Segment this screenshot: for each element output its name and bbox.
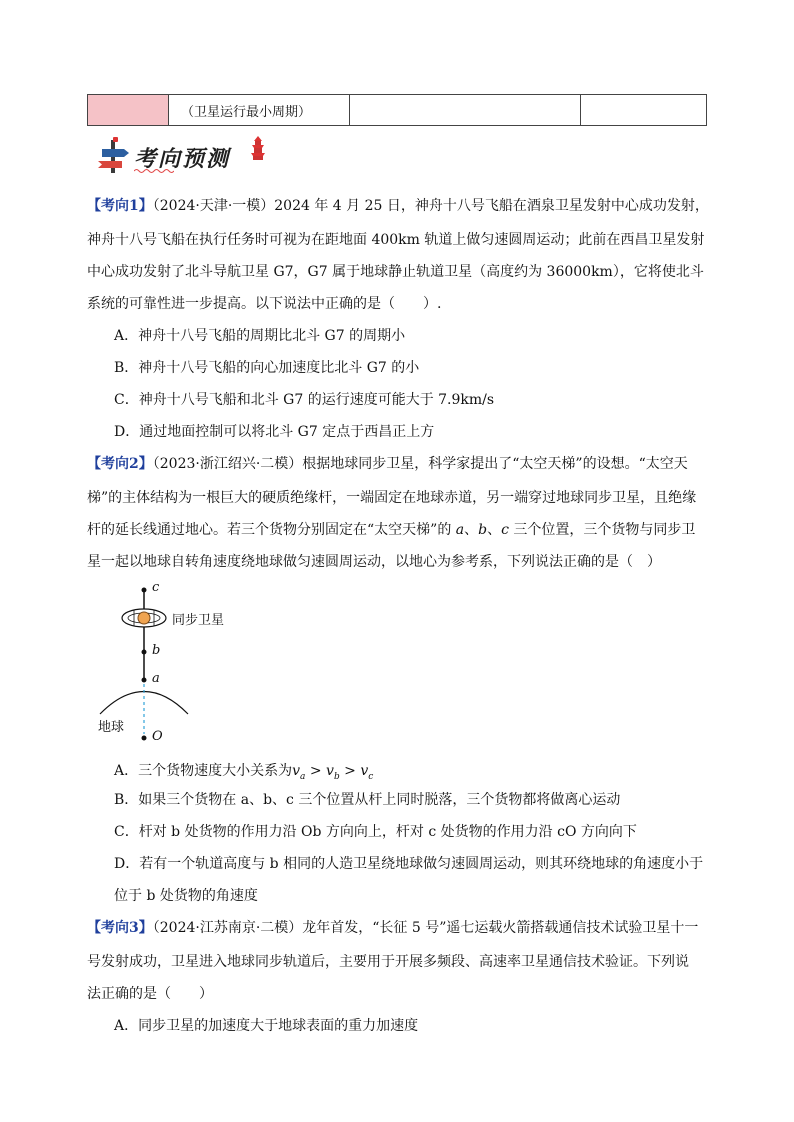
q1-tag: 【考向1】 — [87, 198, 153, 214]
tower-icon — [250, 136, 266, 160]
q2-option-d-line-2: 位于 b 处货物的角速度 — [114, 888, 258, 904]
q2-option-a — [114, 761, 373, 787]
table-cell-period — [169, 95, 350, 125]
q2-option-c: C．杆对 b 处货物的作用力沿 Ob 方向向上，杆对 c 处货物的作用力沿 cO 方向向下 — [114, 824, 637, 840]
label-o: O — [152, 729, 163, 744]
q1-line-2: 神舟十八号飞船在执行任务时可视为在距地面 400km 轨道上做匀速圆周运动；此前在西昌卫星发射 — [87, 232, 705, 248]
q2-text-1: （2023·浙江绍兴·二模）根据地球同步卫星，科学家提出了“太空天梯”的设想。“太空天 — [152, 456, 688, 472]
q2-var-b: b — [478, 522, 488, 538]
q1-option-b: B．神舟十八号飞船的向心加速度比北斗 G7 的小 — [114, 360, 420, 376]
q2-option-a-math: $v_a > v_b > v_c$ — [292, 763, 374, 782]
wavy-underline — [134, 168, 174, 174]
section-header — [96, 134, 276, 174]
q2-text-3a: 杆的延长线通过地心。若三个货物分别固定在“太空天梯”的 — [87, 522, 456, 538]
q1-option-d: D．通过地面控制可以将北斗 G7 定点于西昌正上方 — [114, 424, 435, 440]
q1-line-1 — [87, 196, 709, 216]
point-c — [142, 588, 147, 593]
label-satellite: 同步卫星 — [172, 613, 225, 628]
point-b — [142, 650, 147, 655]
satellite-body — [138, 612, 150, 624]
table-cell-empty-2 — [581, 95, 706, 125]
point-a — [142, 678, 147, 683]
q3-line-1 — [87, 918, 698, 938]
q2-text-3b: 三个位置，三个货物与同步卫 — [508, 522, 696, 538]
q2-line-4: 星一起以地球自转角速度绕地球做匀速圆周运动，以地心为参考系，下列说法正确的是（ ） — [87, 554, 661, 570]
q3-tag: 【考向3】 — [87, 920, 153, 936]
q3-line-2: 号发射成功，卫星进入地球同步轨道后，主要用于开展多频段、高速率卫星通信技术验证。下列说 — [87, 954, 689, 970]
q2-line-3: 杆的延长线通过地心。若三个货物分别固定在“太空天梯”的 a、b、c 三个位置，三个货物与同步卫 — [87, 522, 696, 538]
label-a: a — [152, 671, 160, 686]
table-cell-empty-1 — [350, 95, 581, 125]
q2-line-1 — [87, 454, 688, 474]
q1-line-3: 中心成功发射了北斗导航卫星 G7，G7 属于地球静止轨道卫星（高度约为 36000km），它将使北斗 — [87, 264, 704, 280]
table-cell-text: （卫星运行最小周期） — [181, 104, 312, 120]
q2-option-b: B．如果三个货物在 a、b、c 三个位置从杆上同时脱落，三个货物都将做离心运动 — [114, 792, 621, 808]
q2-var-a: a — [455, 522, 465, 538]
space-elevator-diagram — [90, 574, 250, 754]
label-b: b — [152, 643, 161, 658]
q1-option-a: A．神舟十八号飞船的周期比北斗 G7 的周期小 — [114, 328, 406, 344]
signpost-icon — [96, 134, 136, 174]
q3-line-3: 法正确的是（ ） — [87, 986, 213, 1002]
q2-option-a-text: A．三个货物速度大小关系为 — [114, 763, 293, 779]
point-o — [142, 736, 147, 741]
q2-option-d-line-1: D．若有一个轨道高度与 b 相同的人造卫星绕地球做匀速圆周运动，则其环绕地球的角速度小于 — [114, 856, 704, 872]
q1-line-4: 系统的可靠性进一步提高。以下说法中正确的是（ ）. — [87, 296, 442, 312]
q2-var-c: c — [501, 522, 509, 538]
q2-tag: 【考向2】 — [87, 456, 153, 472]
label-c: c — [152, 580, 160, 595]
q3-option-a: A．同步卫星的加速度大于地球表面的重力加速度 — [114, 1018, 419, 1034]
section-title: 考向预测 — [134, 147, 231, 172]
label-earth: 地球 — [98, 720, 125, 735]
table-cell-pink — [88, 95, 169, 125]
q1-option-c: C．神舟十八号飞船和北斗 G7 的运行速度可能大于 7.9km/s — [114, 392, 495, 408]
q3-text-1: （2024·江苏南京·二模）龙年首发，“长征 5 号”遥七运载火箭搭载通信技术试验卫星十一 — [152, 920, 699, 936]
q2-line-2: 梯”的主体结构为一根巨大的硬质绝缘杆，一端固定在地球赤道，另一端穿过地球同步卫星，且绝缘 — [87, 490, 697, 506]
summary-table-row — [87, 94, 707, 126]
q1-text-1: （2024·天津·一模）2024 年 4 月 25 日，神舟十八号飞船在酒泉卫星发射中心成功发射， — [152, 198, 709, 214]
